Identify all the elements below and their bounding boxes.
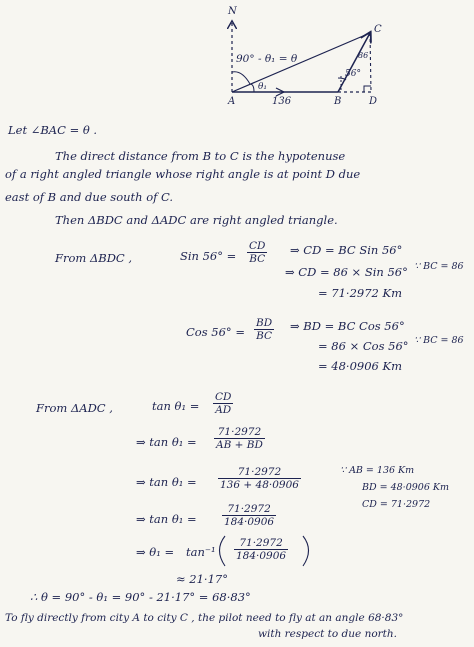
given-ab: ∵ AB = 136 Km [340, 465, 415, 476]
conclusion-line-1: To fly directly from city A to city C , the pilot need to fly at an angle 68·83° [5, 612, 404, 624]
from-bdc: From ΔBDC , [55, 251, 133, 265]
tan-numerator: CD [215, 391, 232, 403]
sin-numerator: CD [249, 240, 266, 252]
label-side-86: 86 [358, 51, 369, 60]
given-bd: BD = 48·0906 Km [362, 482, 450, 493]
tan-lhs: tan θ₁ = [152, 399, 200, 413]
segment-bc [338, 33, 370, 92]
sin-denominator: BC [247, 252, 267, 265]
cos-fraction [254, 317, 274, 342]
sin-lhs: Sin 56° = [180, 249, 237, 263]
hypotenuse-line: The direct distance from B to C is the hypotenuse [55, 149, 346, 163]
label-north: N [228, 6, 237, 17]
cos-lhs: Cos 56° = [186, 325, 245, 339]
segment-cd [370, 33, 371, 92]
given-cd: CD = 71·2972 [362, 499, 431, 510]
left-paren [220, 536, 226, 566]
angle-arc-90-theta1 [232, 72, 250, 84]
sin-given: ∵ BC = 86 [414, 261, 464, 272]
tan-fraction [213, 391, 233, 416]
from-adc: From ΔADC , [36, 401, 113, 415]
tan-step-1-numerator: 71·2972 [217, 426, 262, 438]
tan-inverse-numerator: 71·2972 [239, 537, 283, 549]
sin-step-1: ⇒ CD = BC Sin 56° [290, 243, 403, 257]
label-point-c: C [374, 24, 382, 35]
sin-result: = 71·2972 Km [318, 286, 402, 300]
angle-arc-theta1 [250, 84, 254, 92]
tan-step-2-numerator: 71·2972 [237, 466, 282, 478]
tan-inverse-fraction [234, 537, 288, 562]
theta1-result: ≈ 21·17° [176, 572, 228, 586]
label-angle-56: 56° [345, 69, 361, 79]
right-paren [303, 536, 309, 566]
tan-step-1-fraction [214, 426, 265, 451]
label-point-d: D [369, 96, 378, 107]
label-point-a: A [228, 96, 236, 107]
conclusion-line-2: with respect to due north. [258, 628, 397, 640]
sin-fraction [247, 240, 267, 265]
tan-step-2-denominator: 136 + 48·0906 [220, 479, 299, 491]
cos-numerator: BD [256, 317, 273, 329]
label-theta1: θ₁ [258, 82, 268, 92]
sin-step-2: ⇒ CD = 86 × Sin 56° [285, 265, 408, 279]
tan-step-1-lhs: ⇒ tan θ₁ = [136, 435, 197, 449]
cos-step-1: ⇒ BD = BC Cos 56° [290, 319, 405, 333]
tan-step-3-fraction [222, 503, 276, 528]
tan-step-3-denominator: 184·0906 [224, 516, 275, 528]
cos-denominator: BC [254, 329, 274, 342]
theta-result-line: ∴ θ = 90° - θ₁ = 90° - 21·17° = 68·83° [30, 590, 251, 604]
cos-given: ∵ BC = 86 [414, 335, 464, 346]
triangles-line: Then ΔBDC and ΔADC are right angled triangle. [55, 213, 338, 227]
cos-result: = 48·0906 Km [318, 359, 402, 373]
cos-step-2: = 86 × Cos 56° [318, 339, 409, 353]
label-angle-90-theta1: 90° - θ₁ = θ [236, 53, 298, 65]
tan-step-1-denominator: AB + BD [216, 439, 263, 451]
label-base-136: 136 [272, 96, 292, 107]
tan-inverse: tan⁻¹ [186, 545, 216, 559]
label-point-b: B [334, 96, 342, 107]
tan-step-3-lhs: ⇒ tan θ₁ = [136, 512, 197, 526]
tan-step-2-fraction [218, 466, 301, 491]
east-south-line: east of B and due south of C. [5, 190, 174, 204]
tan-denominator: AD [213, 403, 233, 416]
let-angle-line: Let ∠BAC = θ . [8, 123, 98, 137]
tan-inverse-denominator: 184·0906 [236, 550, 287, 562]
right-angle-line: of a right angled triangle whose right angle is at point D due [5, 167, 361, 181]
tan-step-3-numerator: 71·2972 [227, 503, 271, 515]
theta1-lhs: ⇒ θ₁ = [136, 545, 175, 559]
tan-step-2-lhs: ⇒ tan θ₁ = [136, 475, 197, 489]
